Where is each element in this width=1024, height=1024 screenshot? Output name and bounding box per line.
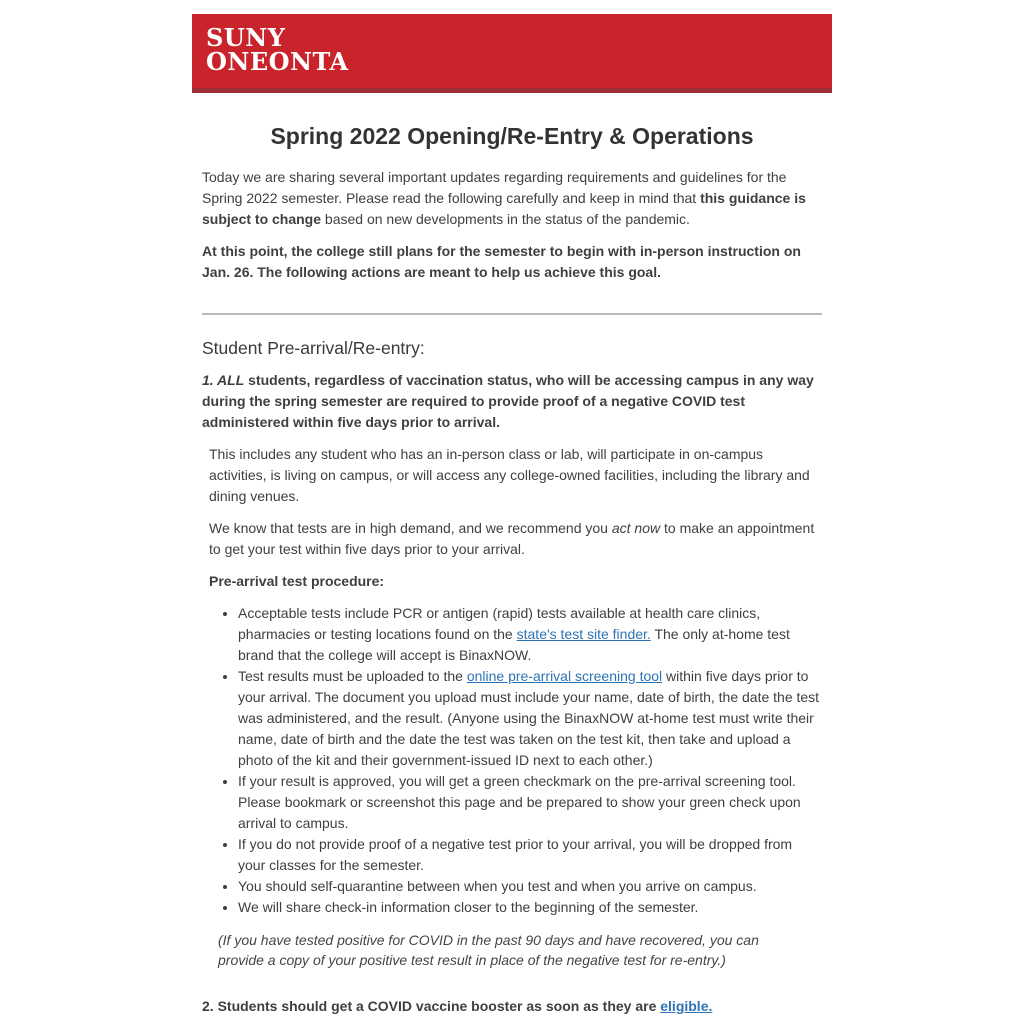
act-now-italic: act now: [611, 520, 661, 536]
guidance-subject-to-change-bold: this guidance is subject to change: [202, 190, 806, 227]
bullet-text: You should self-quarantine between when you test and when you arrive on campus.: [238, 878, 757, 894]
bullet-text: If you do not provide proof of a negative test prior to your arrival, you will be dropped from your classes for the semester.: [238, 836, 793, 873]
list-item-self-quarantine: [238, 876, 822, 897]
section-heading-student-pre-arrival: Student Pre-arrival/Re-entry:: [202, 338, 425, 358]
email-body: [192, 0, 832, 1017]
bullet-text: We will share check-in information closer to the beginning of the semester.: [238, 899, 699, 915]
intro-paragraph: [202, 167, 822, 230]
requirement-2-paragraph: [202, 996, 822, 1017]
suny-oneonta-logo: [206, 23, 832, 76]
recovered-note: (If you have tested positive for COVID in the past 90 days and have recovered, you can provide a copy of your positive test result in place of the negative test for re-entry.): [218, 932, 759, 968]
bullet-text: Test results must be uploaded to the: [238, 668, 467, 684]
test-demand-paragraph: [209, 518, 822, 560]
bullet-text: The only at-home test brand that the college will accept is BinaxNOW.: [238, 626, 790, 663]
list-item-check-in-info: [238, 897, 822, 918]
section-divider: [202, 313, 822, 315]
requirement-1-paragraph: [202, 370, 822, 433]
logo-line-2: ONEONTA: [206, 47, 349, 76]
list-item-upload-results: [238, 666, 822, 771]
online-pre-arrival-screening-tool-link[interactable]: online pre-arrival screening tool: [466, 668, 663, 684]
list-item-acceptable-tests: [238, 603, 822, 666]
bullet-text: Acceptable tests include PCR or antigen (rapid) tests available at health care clinics, pharmacies or testing locations found on the: [238, 605, 761, 642]
includes-paragraph: This includes any student who has an in-person class or lab, will participate in on-campus activities, is living on campus, or will access any college-owned facilities, including the library and dining venues.: [209, 446, 810, 504]
list-item-dropped-classes: [238, 834, 822, 876]
eligible-link[interactable]: eligible.: [660, 998, 713, 1014]
bullet-text: If your result is approved, you will get a green checkmark on the pre-arrival screening tool. Please bookmark or screenshot this page and be prepared to show your green check upon arrival to campus.: [238, 773, 801, 831]
bullet-text: within five days prior to your arrival. The document you upload must include your name, date of birth, the date the test was administered, and the result. (Anyone using the BinaxNOW at-home test must write their name, date of birth and the date the test was taken on the test kit, then take and upload a photo of the kit and their government-issued ID next to each other.): [238, 668, 820, 768]
intro-text-2: based on new developments in the status of the pandemic.: [321, 211, 690, 227]
requirement-1-text: students, regardless of vaccination status, who will be accessing campus in any way during the spring semester are required to provide proof of a negative COVID test administered within five days prior to arrival.: [202, 372, 814, 430]
logo-line-1: SUNY: [206, 23, 286, 52]
email-content: [192, 123, 832, 1017]
in-person-plan-paragraph: At this point, the college still plans for the semester to begin with in-person instruction on Jan. 26. The following actions are meant to help us achieve this goal.: [202, 243, 801, 280]
requirement-2-text: 2. Students should get a COVID vaccine booster as soon as they are: [202, 998, 661, 1014]
test-demand-text-1: We know that tests are in high demand, and we recommend you: [209, 520, 612, 536]
procedure-heading: Pre-arrival test procedure:: [209, 573, 385, 589]
state-test-site-finder-link[interactable]: state's test site finder.: [516, 626, 651, 642]
procedure-list: [202, 603, 822, 918]
brand-banner: [192, 14, 832, 93]
list-item-green-checkmark: [238, 771, 822, 834]
test-demand-text-2: to make an appointment to get your test within five days prior to your arrival.: [209, 520, 815, 557]
intro-text-1: Today we are sharing several important updates regarding requirements and guidelines for the Spring 2022 semester. Please read the following carefully and keep in mind that: [202, 169, 787, 206]
page-title: Spring 2022 Opening/Re-Entry & Operations: [270, 123, 754, 149]
requirement-1-number: 1. ALL: [202, 372, 245, 388]
